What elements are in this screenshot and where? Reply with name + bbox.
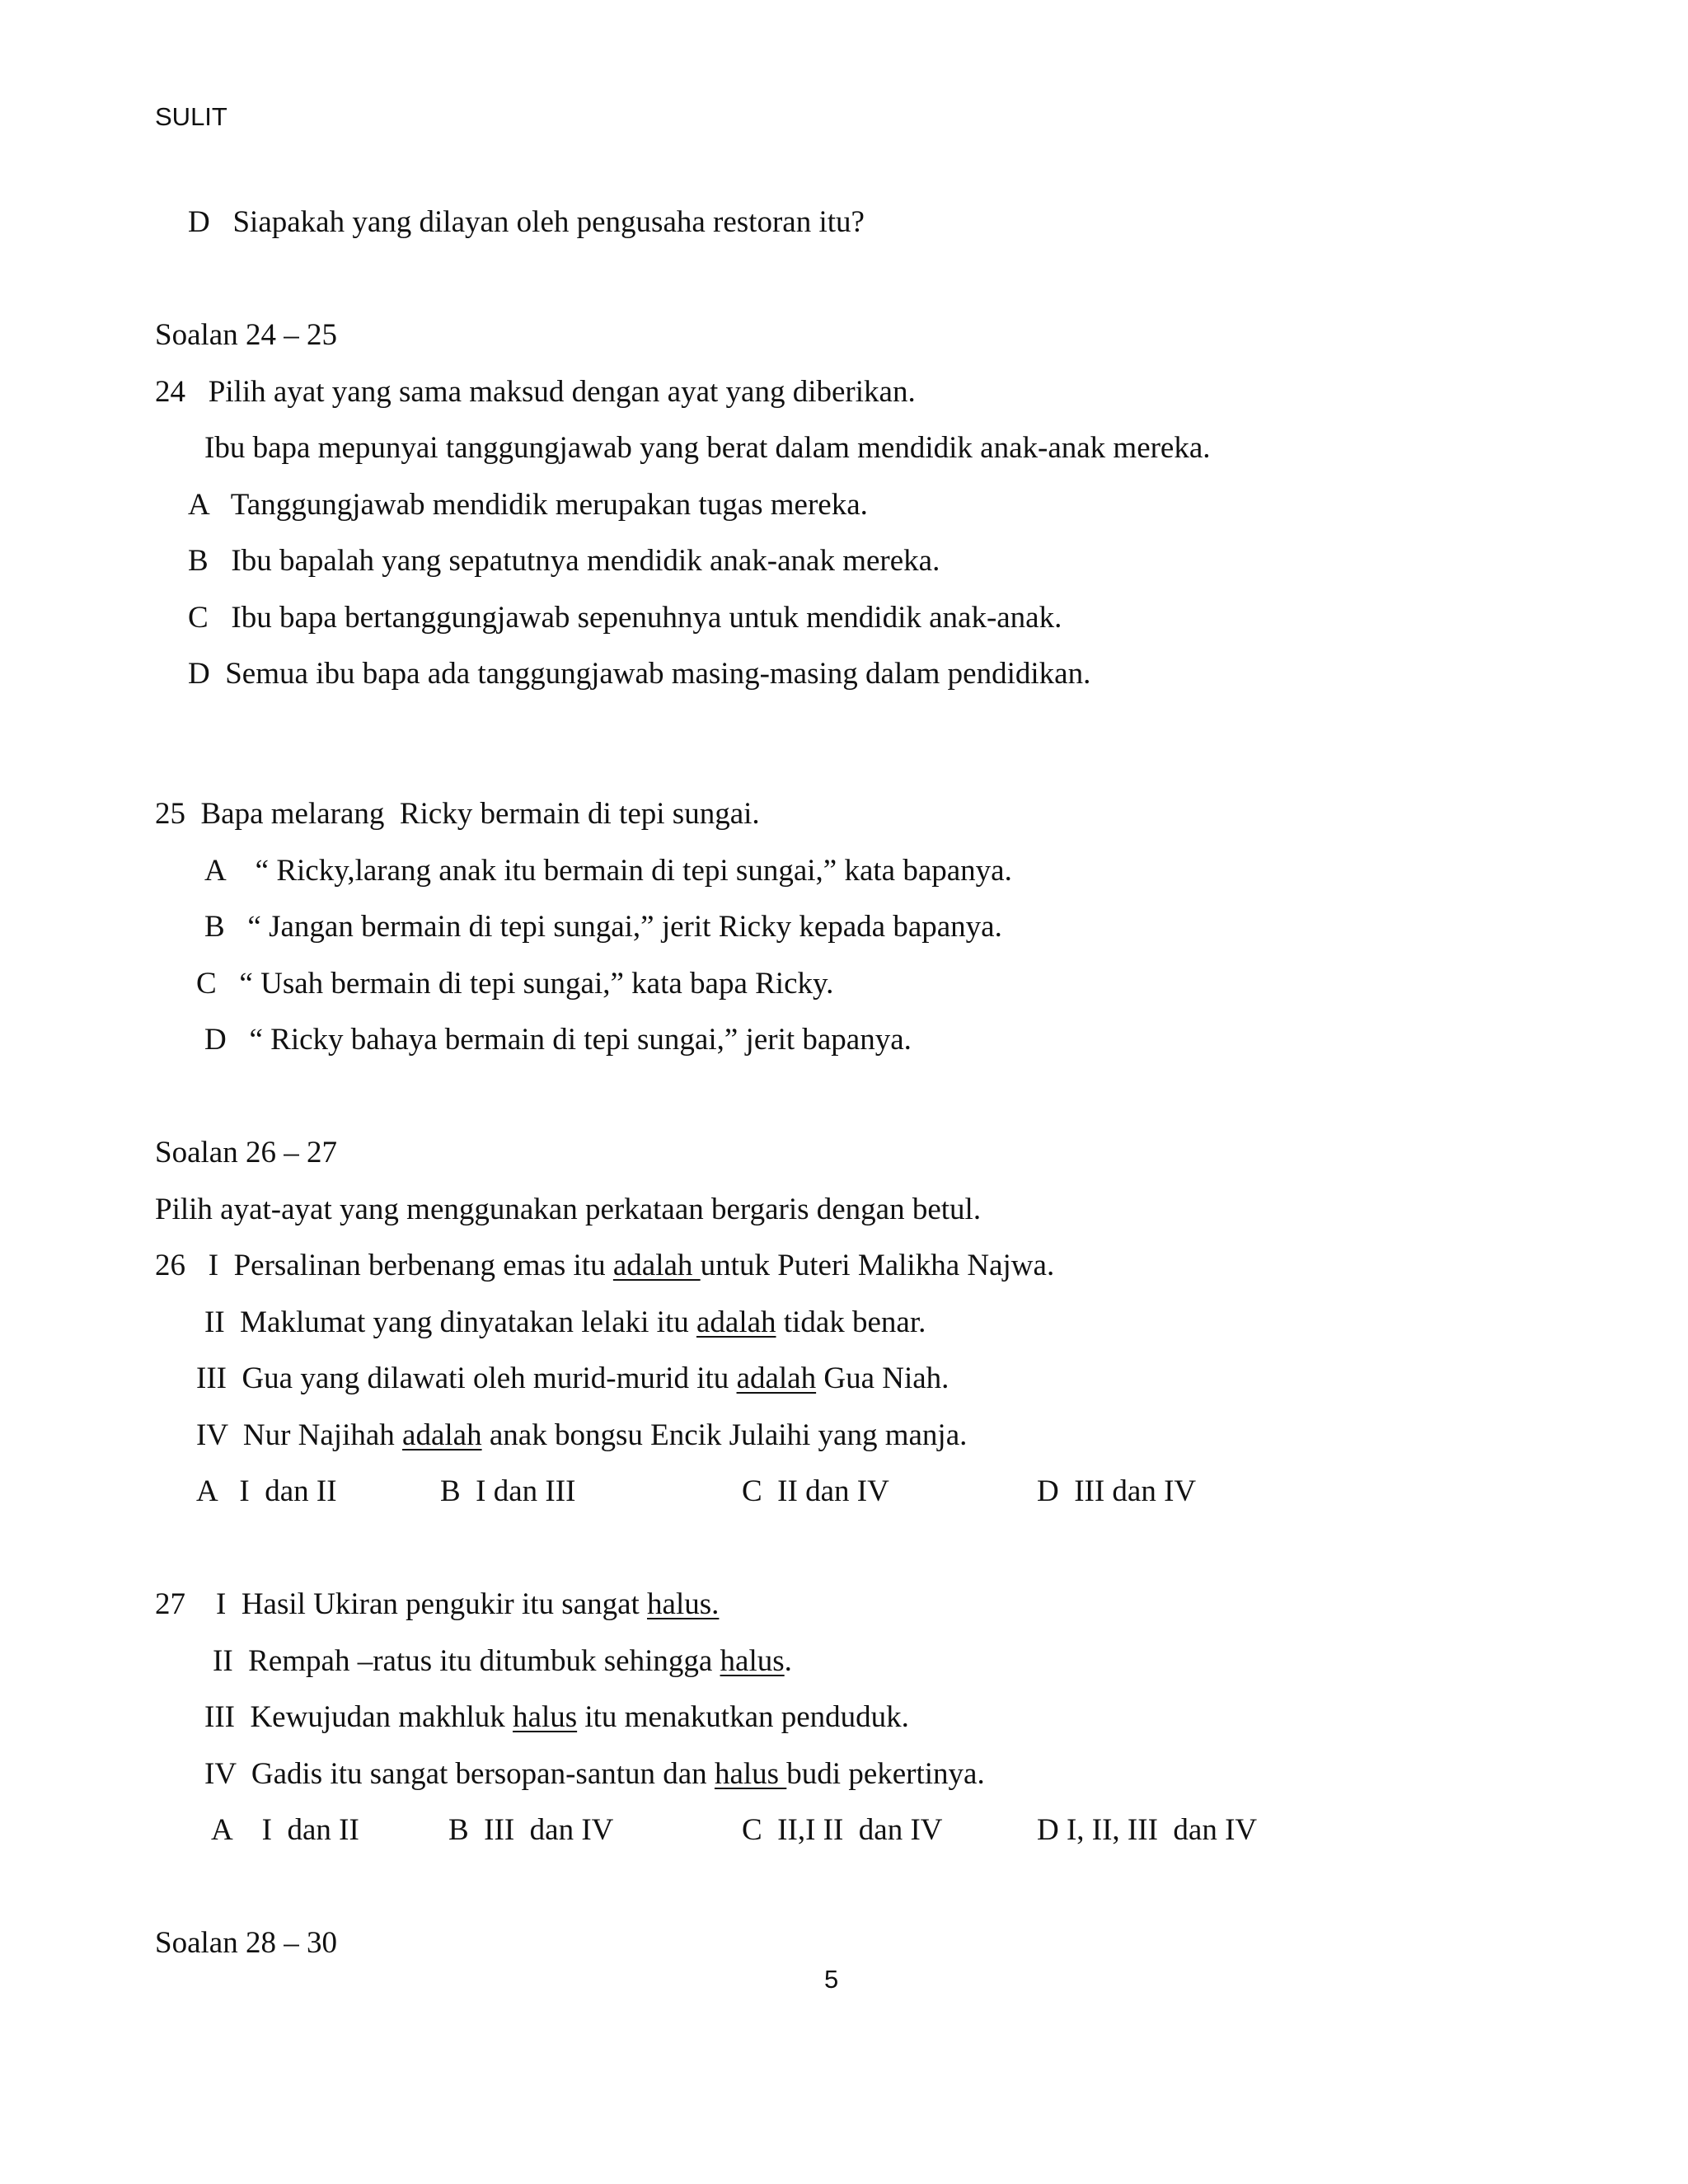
underlined-word: adalah xyxy=(736,1361,817,1395)
underlined-word: adalah xyxy=(696,1305,776,1339)
q24-option-b: B Ibu bapalah yang sepatutnya mendidik anak-anak mereka. xyxy=(188,544,940,578)
underlined-word: adalah xyxy=(402,1418,482,1452)
confidential-label: SULIT xyxy=(155,102,227,131)
q24-option-a: A Tanggungjawab mendidik merupakan tugas mereka. xyxy=(188,488,868,522)
q25-option-b: B “ Jangan bermain di tepi sungai,” jerit Ricky kepada bapanya. xyxy=(204,910,1002,944)
page-number: 5 xyxy=(824,1965,839,1994)
q26-statement-iii: III Gua yang dilawati oleh murid-murid itu adalah Gua Niah. xyxy=(196,1361,950,1395)
section-heading-24-25: Soalan 24 – 25 xyxy=(155,318,337,352)
q26-answer-b: B I dan III xyxy=(440,1474,576,1508)
underlined-word: halus xyxy=(720,1644,785,1678)
q25-option-c: C “ Usah bermain di tepi sungai,” kata bapa Ricky. xyxy=(196,967,834,1001)
q27-answer-c: C II,I II dan IV xyxy=(742,1813,943,1847)
q27-statement-iii: III Kewujudan makhluk halus itu menakutkan penduduk. xyxy=(204,1700,909,1734)
q25-option-a: A “ Ricky,larang anak itu bermain di tepi sungai,” kata bapanya. xyxy=(204,854,1012,888)
underlined-word: halus. xyxy=(647,1587,720,1621)
q24-given-sentence: Ibu bapa mepunyai tanggungjawab yang berat dalam mendidik anak-anak mereka. xyxy=(204,431,1211,465)
q27-answer-d: D I, II, III dan IV xyxy=(1037,1813,1258,1847)
section-heading-28-30: Soalan 28 – 30 xyxy=(155,1926,337,1960)
q26-answer-d: D III dan IV xyxy=(1037,1474,1197,1508)
section-instruction: Pilih ayat-ayat yang menggunakan perkataan bergaris dengan betul. xyxy=(155,1193,982,1226)
q25-stem: 25 Bapa melarang Ricky bermain di tepi sungai. xyxy=(155,797,760,831)
underlined-word: halus xyxy=(513,1700,578,1734)
q24-option-d: D Semua ibu bapa ada tanggungjawab masing-masing dalam pendidikan. xyxy=(188,657,1091,691)
q26-statement-i: 26 I Persalinan berbenang emas itu adalah untuk Puteri Malikha Najwa. xyxy=(155,1249,1055,1282)
q27-statement-ii: II Rempah –ratus itu ditumbuk sehingga halus. xyxy=(213,1644,792,1678)
section-heading-26-27: Soalan 26 – 27 xyxy=(155,1136,337,1169)
q27-statement-i: 27 I Hasil Ukiran pengukir itu sangat halus. xyxy=(155,1587,720,1621)
q27-answer-b: B III dan IV xyxy=(448,1813,614,1847)
q27-answer-a: A I dan II xyxy=(211,1813,359,1847)
q27-statement-iv: IV Gadis itu sangat bersopan-santun dan halus budi pekertinya. xyxy=(204,1757,985,1791)
q26-statement-iv: IV Nur Najihah adalah anak bongsu Encik Julaihi yang manja. xyxy=(196,1418,968,1452)
underlined-word: halus xyxy=(714,1757,787,1791)
q23-option-d: D Siapakah yang dilayan oleh pengusaha restoran itu? xyxy=(188,205,865,239)
q26-answer-a: A I dan II xyxy=(196,1474,337,1508)
q26-statement-ii: II Maklumat yang dinyatakan lelaki itu adalah tidak benar. xyxy=(204,1305,926,1339)
underlined-word: adalah xyxy=(612,1249,701,1282)
q26-answer-c: C II dan IV xyxy=(742,1474,889,1508)
q25-option-d: D “ Ricky bahaya bermain di tepi sungai,” jerit bapanya. xyxy=(204,1023,912,1057)
q24-stem: 24 Pilih ayat yang sama maksud dengan ayat yang diberikan. xyxy=(155,375,916,409)
q24-option-c: C Ibu bapa bertanggungjawab sepenuhnya untuk mendidik anak-anak. xyxy=(188,601,1062,635)
